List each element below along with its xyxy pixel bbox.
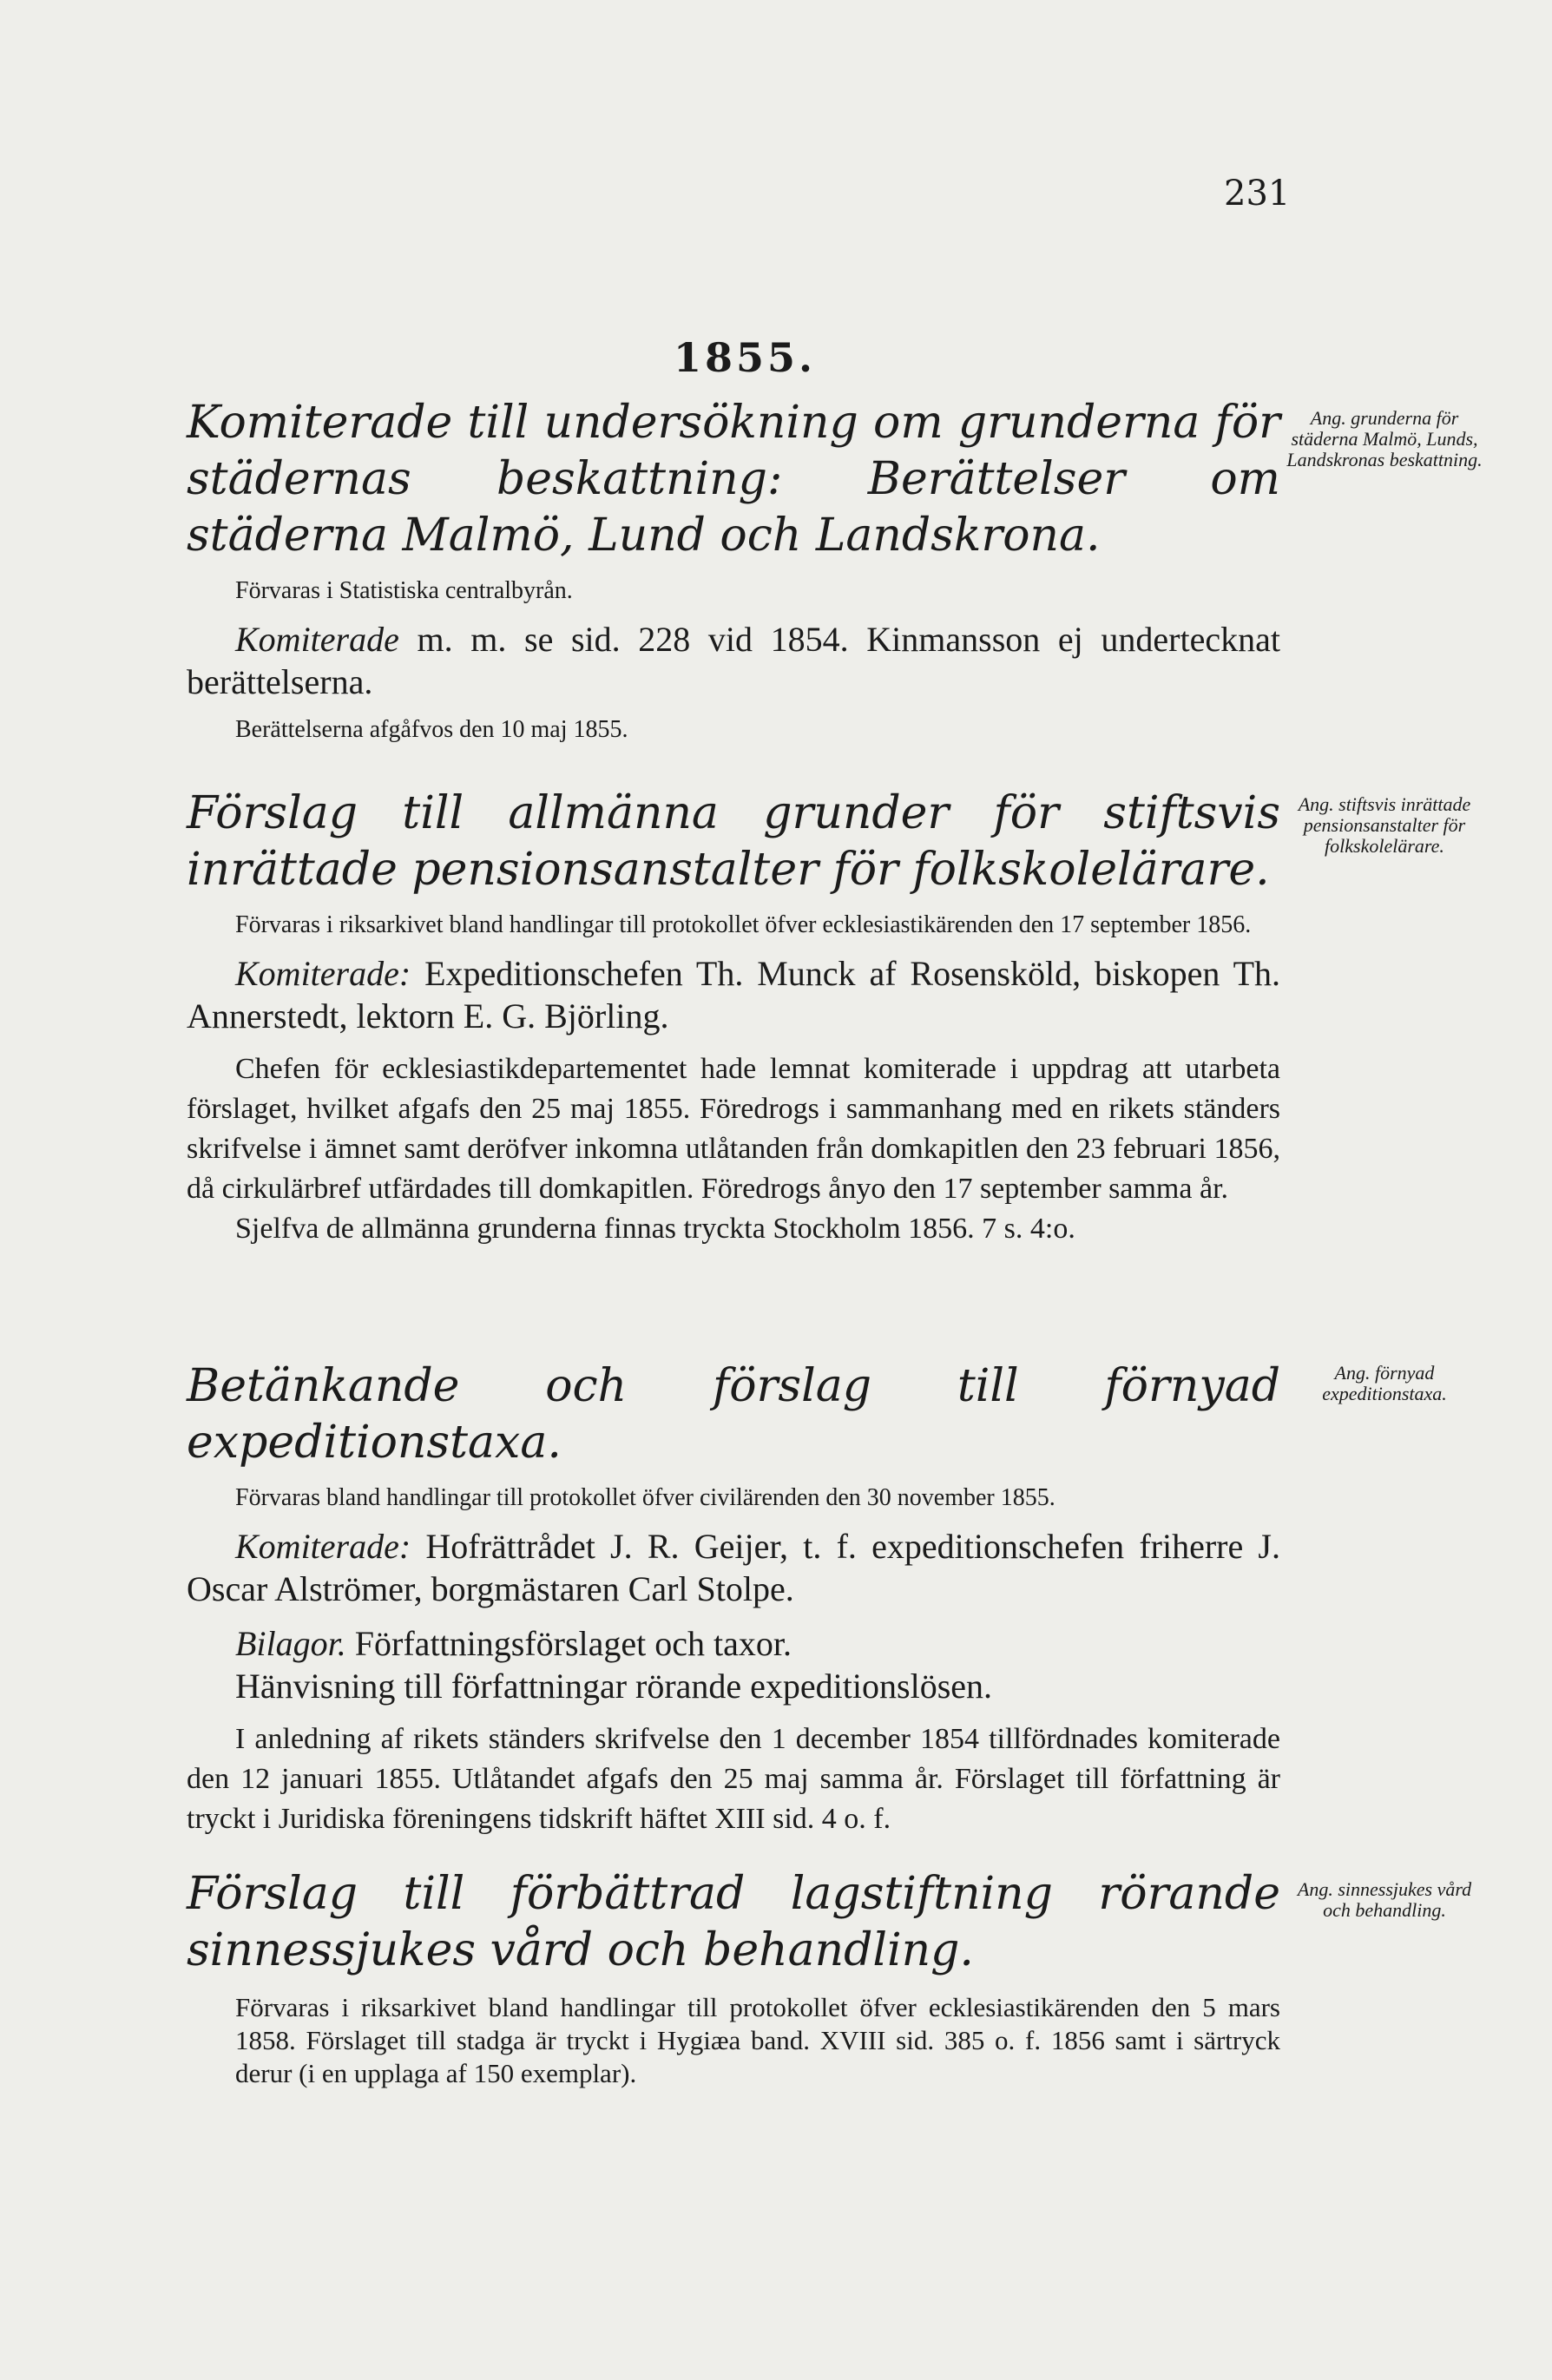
storage-note: Förvaras i Statistiska centralbyrån. <box>235 577 573 604</box>
reference-line: Hänvisning till författningar rörande expeditionslösen. <box>235 1667 993 1706</box>
committee-line: Komiterade: Hofrättrådet J. R. Geijer, t. f. expeditionschefen friherre J. Oscar Alströmer, borgmästaren Carl Stolpe. <box>187 1527 1280 1608</box>
storage-note: Förvaras i riksarkivet bland handlingar till protokollet öfver ecklesiastikärenden den 5 mars 1858. Förslaget till stadga är tryckt i Hygiæa band. XVIII sid. 385 o. f. 1856 samt i särtryck derur (i en upplaga af 150 exemplar). <box>235 1992 1280 2088</box>
entry-title: Komiterade till undersökning om grunderna för städernas beskattning: Berättelser om städerna Malmö, Lund och Landskrona. <box>187 397 1280 562</box>
committee-line: Komiterade: Expeditionschefen Th. Munck af Rosensköld, biskopen Th. Annerstedt, lektorn E. G. Björling. <box>187 954 1280 1035</box>
delivery-note: Berättelserna afgåfvos den 10 maj 1855. <box>235 716 628 743</box>
entry-2 <box>187 786 1280 1249</box>
print-note: Sjelfva de allmänna grunderna finnas tryckta Stockholm 1856. 7 s. 4:o. <box>235 1213 1075 1245</box>
entry-title: Betänkande och förslag till förnyad expeditionstaxa. <box>187 1360 1280 1469</box>
appendix-line: Bilagor. Författningsförslaget och taxor. <box>235 1624 792 1663</box>
entry-title: Förslag till förbättrad lagstiftning rörande sinnessjukes vård och behandling. <box>187 1868 1280 1976</box>
entry-title: Förslag till allmänna grunder för stiftsvis inrättade pensionsanstalter för folkskolelärare. <box>187 787 1280 896</box>
entry-3 <box>187 1358 1280 1839</box>
page-number: 231 <box>1224 174 1291 214</box>
committee-line: Komiterade m. m. se sid. 228 vid 1854. Kinmansson ej undertecknat berättelserna. <box>187 620 1280 701</box>
storage-note: Förvaras bland handlingar till protokollet öfver civilärenden den 30 november 1855. <box>235 1484 1055 1511</box>
entry-body: I anledning af rikets ständers skrifvelse den 1 december 1854 tillfördnades komiterade den 12 januari 1855. Utlåtandet afgafs den 25 maj samma år. Förslaget till författning är tryckt i Juridiska föreningens tidskrift häftet XIII sid. 4 o. f. <box>187 1723 1280 1835</box>
margin-note-1: Ang. grunderna för städerna Malmö, Lunds, Landskronas beskattning. <box>1286 407 1483 470</box>
margin-note-4: Ang. sinnessjukes vård och behandling. <box>1297 1878 1472 1921</box>
margin-note-3: Ang. förnyad expeditionstaxa. <box>1322 1362 1447 1404</box>
year-heading: 1855. <box>673 334 817 381</box>
entry-4 <box>187 1866 1280 2090</box>
entry-1 <box>187 395 1280 745</box>
entry-body: Chefen för ecklesiastikdepartementet hade lemnat komiterade i uppdrag att utarbeta förslaget, hvilket afgafs den 25 maj 1855. Föredrogs i sammanhang med en rikets ständers skrifvelse i ämnet samt deröfver inkomna utlåtanden från domkapitlen den 23 februari 1856, då cirkulärbref utfärdades till domkapitlen. Föredrogs ånyo den 17 september samma år. <box>187 1053 1280 1205</box>
margin-note-2: Ang. stiftsvis inrättade pensionsanstalter för folkskolelärare. <box>1298 793 1471 857</box>
storage-note: Förvaras i riksarkivet bland handlingar till protokollet öfver ecklesiastikärenden den 17 september 1856. <box>235 911 1252 938</box>
